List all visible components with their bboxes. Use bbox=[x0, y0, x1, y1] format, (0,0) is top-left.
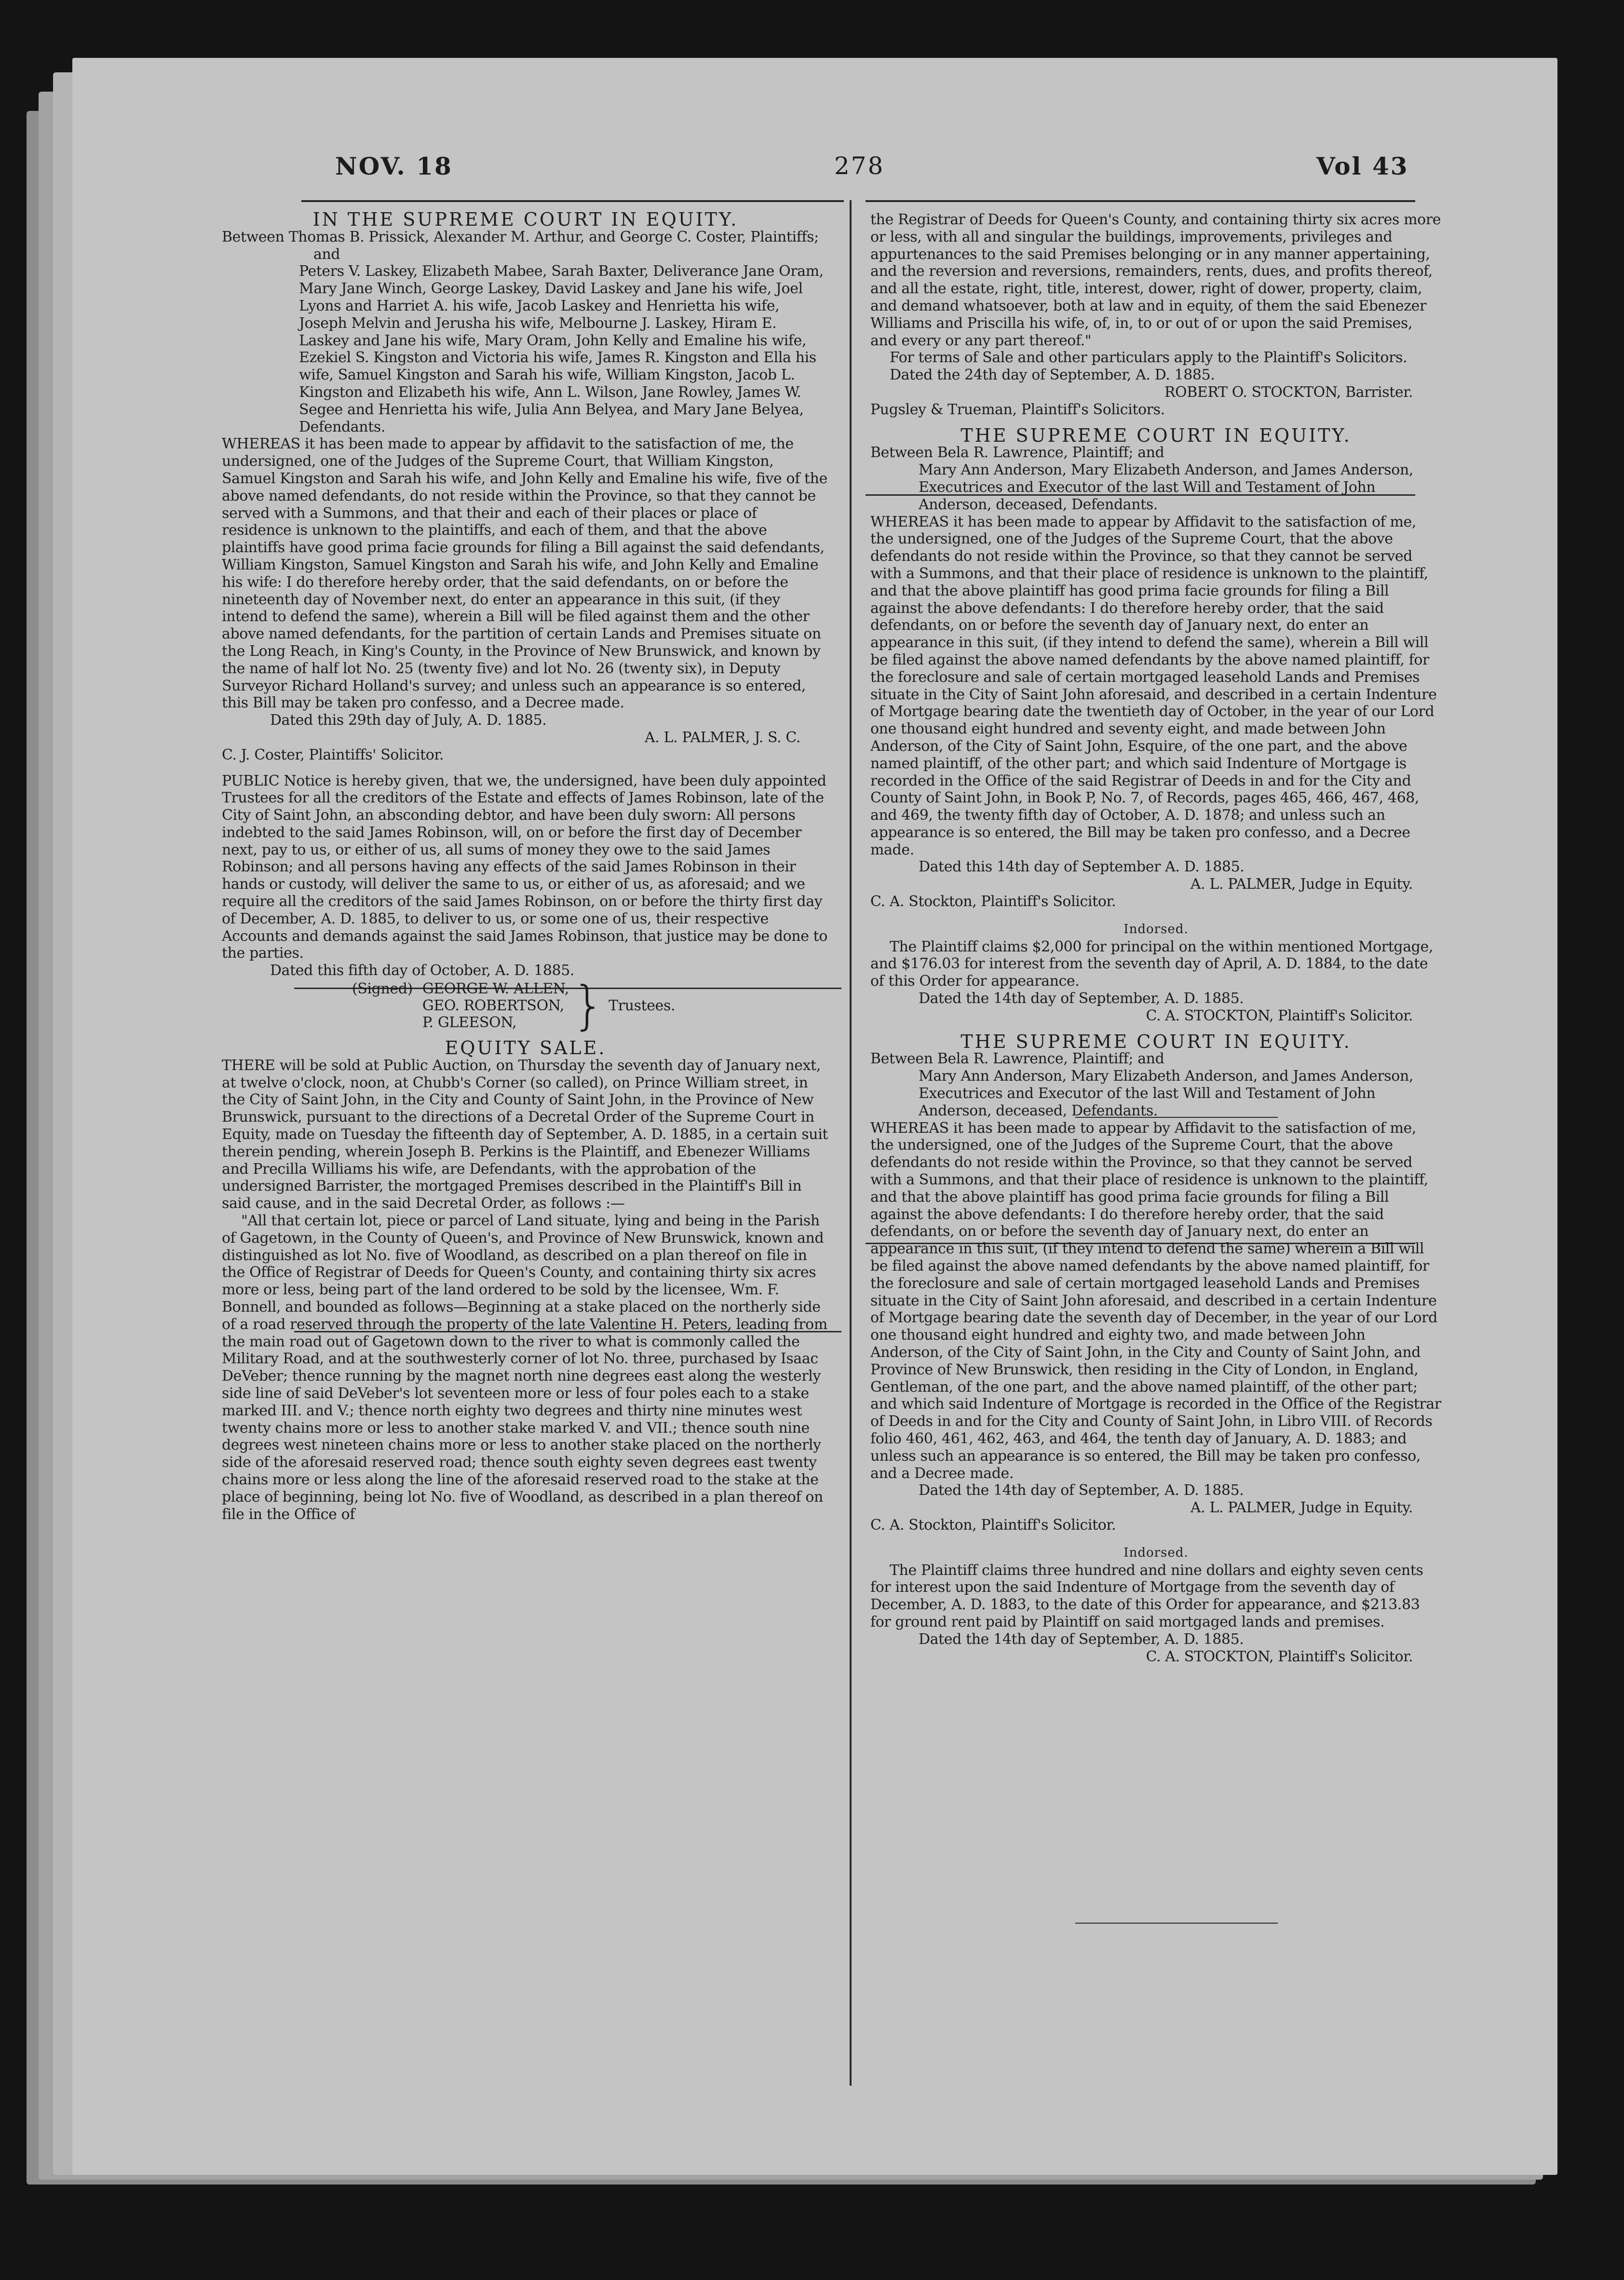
indorsed-body: The Plaintiff claims three hundred and nine dollars and eighty seven cents for interest upon the said Indenture of Mortgage from the seventh day of December, A. D. 1883, to the date of this Order for appearance, and $213.83 for ground rent paid by Plaintiff on said mortgaged lands and premises. bbox=[870, 1561, 1423, 1630]
notice-defendants: Peters V. Laskey, Elizabeth Mabee, Sarah Baxter, Deliverance Jane Oram, Mary Jane Winch, George Laskey, David Laskey and Jane his wife, Joel Lyons and Harriet A. his wife, Jacob Laskey and Henrietta his wife, Joseph Melvin and Jerusha his wife, Melbourne J. Laskey, Hiram E. Laskey and Jane his wife, Mary Oram, John Kelly and Emaline his wife, Ezekiel S. Kingston and Victoria his wife, James R. Kingston and Ella his wife, Samuel Kingston and Sarah his wife, William Kingston, Jacob L. Kingston and Elizabeth his wife, Ann L. Wilson, Jane Rowley, James W. Segee and Henrietta his wife, Julia Ann Belyea, and Mary Jane Belyea, Defendants. bbox=[299, 263, 824, 435]
property-description: "All that certain lot, piece or parcel of Land situate, lying and being in the Parish of Gagetown, in the County of Queen's, and Province of New Brunswick, known and distinguished as lot No. five of Woodland, as described on a plan thereof on file in the Office of Registrar of Deeds for Queen's County, and containing thirty six acres more or less, being part of the land ordered to be sold by the licensee, Wm. F. Bonnell, and bounded as follows—Beginning at a stake placed on the northerly side of a road reserved through the property of the late Valentine H. Peters, leading from the main road out of Gagetown down to the river to what is commonly called the Military Road, and at the southwesterly corner of lot No. three, purchased by Isaac DeVeber; thence running by the magnet north nine degrees east along the westerly side line of said DeVeber's lot seventeen more or less of four poles each to a stake marked III. and V.; thence north eighty two degrees and thirty nine minutes west twenty chains more or less to another stake marked V. and VII.; thence south nine degrees west nineteen chains more or less to another stake placed on the northerly side of the aforesaid reserved road; thence south eighty seven degrees east twenty chains more or less along the line of the aforesaid reserved road to the stake at the place of beginning, being lot No. five of Woodland, as described in a plan thereof on file in the Office of bbox=[222, 1212, 827, 1523]
notice-dated: Dated the 14th day of September, A. D. 1885. bbox=[919, 1482, 1244, 1499]
trustee-names bbox=[422, 980, 569, 1031]
notice-plaintiff: Between Bela R. Lawrence, Plaintiff; and bbox=[870, 1050, 1164, 1068]
notice-defendants: Mary Ann Anderson, Mary Elizabeth Anderson, and James Anderson, Executrices and Executor of the last Will and Testament of John Anderson, deceased, Defendants. bbox=[919, 1068, 1414, 1119]
signed-label: (Signed) bbox=[352, 980, 413, 998]
notice-plaintiffs: Between Thomas B. Prissick, Alexander M. Arthur, and George C. Coster, Plaintiffs; and bbox=[222, 228, 819, 263]
notice-body: PUBLIC Notice is hereby given, that we, the undersigned, have been duly appointed Trustees for all the creditors of the Estate and effects of James Robinson, late of the City of Saint John, an absconding debtor, and have been duly sworn: All persons indebted to the said James Robinson, will, on or before the first day of December next, pay to us, or either of us, all sums of money they owe to the said James Robinson; and all persons having any effects of the said James Robinson in their hands or custody, will deliver the same to us, or either of us, as aforesaid; and we require all the creditors of the said James Robinson, on or before the thirty first day of December, A. D. 1885, to deliver to us, or some one of us, their respective Accounts and demands against the said James Robinson, that justice may be done to the parties. bbox=[222, 772, 828, 962]
notice-equity-sale bbox=[222, 1037, 829, 1523]
sale-terms: For terms of Sale and other particulars apply to the Plaintiff's Solicitors. bbox=[890, 349, 1407, 366]
top-rule-right bbox=[866, 200, 1415, 202]
notice-lawrence-2 bbox=[870, 1033, 1442, 1666]
notice-plaintiff: Between Bela R. Lawrence, Plaintiff; and bbox=[870, 444, 1164, 461]
notice-signature: A. L. PALMER, Judge in Equity. bbox=[1190, 876, 1413, 893]
notice-title: IN THE SUPREME COURT IN EQUITY. bbox=[312, 211, 739, 230]
property-description-cont: the Registrar of Deeds for Queen's County, and containing thirty six acres more or less, with all and singular the buildings, improvements, privileges and appurtenances to the said Premises belonging or in any manner appertaining, and the reversion and reversions, remainders, rents, dues, and profits thereof, and all the estate, right, title, interest, dower, right of dower, property, claim, and demand whatsoever, both at law and in equity, of them the said Ebenezer Williams and Priscilla his wife, of, in, to or out of or upon the said Premises, and every or any part thereof." bbox=[870, 211, 1441, 349]
notice-body: WHEREAS it has been made to appear by Affidavit to the satisfaction of me, the undersigned, one of the Judges of the Supreme Court, that the above defendants do not reside within the Province, so that they cannot be served with a Summons, and that their place of residence is unknown to the plaintiff, and that the above plaintiff has good prima facie grounds for filing a Bill against the above defendants: I do therefore hereby order, that the said defendants, on or before the seventh day of January next, do enter an appearance in this suit, (if they intend to defend the same), wherein a Bill will be filed against the above named defendants by the above named plaintiff, for the foreclosure and sale of certain mortgaged leasehold Lands and Premises situate in the City of Saint John aforesaid, and described in a certain Indenture of Mortgage bearing date the twentieth day of October, in the year of our Lord one thousand eight hundred and seventy eight, and made between John Anderson, of the City of Saint John, Esquire, of the one part, and the above named plaintiff, of the other part; and which said Indenture of Mortgage is recorded in the Office of the said Registrar of Deeds in and for the City and County of Saint John, in Book P, No. 7, of Records, pages 465, 466, 467, 468, and 469, the twenty fifth day of October, A. D. 1878; and unless such an appearance is so entered, the Bill may be taken pro confesso, and a Decree made. bbox=[870, 513, 1437, 858]
right-column bbox=[870, 211, 1442, 2082]
notice-signature: A. L. PALMER, J. S. C. bbox=[645, 729, 800, 746]
trustees-label: Trustees. bbox=[609, 997, 676, 1014]
trustees-block bbox=[222, 975, 829, 1036]
notice-body: WHEREAS it has been made to appear by Affidavit to the satisfaction of me, the undersigned, one of the Judges of the Supreme Court, that the above defendants do not reside within the Province, so that they cannot be served with a Summons, and that their place of residence is unknown to the plaintiff, and that the above plaintiff has good prima facie grounds for filing a Bill against the above defendants: I do therefore hereby order, that the said defendants, on or before the seventh day of January next, do enter an appearance in this suit, (if they intend to defend the same) wherein a Bill will be filed against the above named defendants by the above named plaintiff, for the foreclosure and sale of certain mortgaged leasehold Lands and Premises situate in the City of Saint John aforesaid, and described in a certain Indenture of Mortgage bearing date the seventh day of December, in the year of our Lord one thousand eight hundred and eighty two, and made between John Anderson, of the City of Saint John, in the City and County of Saint John, and Province of New Brunswick, then residing in the City of London, in England, Gentleman, of the one part, and the above named plaintiff, of the other part; and which said Indenture of Mortgage is recorded in the Office of the Registrar of Deeds in and for the City and County of Saint John, in Libro VIII. of Records folio 460, 461, 462, 463, and 464, the tenth day of January, A. D. 1883; and unless such an appearance is so entered, the Bill may be taken pro confesso, and a Decree made. bbox=[870, 1119, 1441, 1482]
indorsed-label: Indorsed. bbox=[1123, 922, 1189, 936]
notice-signature: ROBERT O. STOCKTON, Barrister. bbox=[1164, 383, 1413, 401]
trustee-name: GEORGE W. ALLEN, bbox=[422, 980, 569, 998]
notice-defendants: Mary Ann Anderson, Mary Elizabeth Anderson, and James Anderson, Executrices and Executor of the last Will and Testament of John Anderson, deceased, Defendants. bbox=[919, 461, 1414, 513]
notice-dated: Dated the 24th day of September, A. D. 1885. bbox=[890, 366, 1215, 384]
notice-body: WHEREAS it has been made to appear by affidavit to the satisfaction of me, the undersigned, one of the Judges of the Supreme Court, that William Kingston, Samuel Kingston and Sarah his wife, and John Kelly and Emaline his wife, five of the above named defendants, do not reside within the Province, so that they cannot be served with a Summons, and that their and each of their places or place of residence is unknown to the plaintiffs, and each of them, and that the above plaintiffs have good prima facie grounds for filing a Bill against the said defendants, William Kingston, Samuel Kingston and Sarah his wife, and John Kelly and Emaline his wife: I do therefore hereby order, that the said defendants, on or before the nineteenth day of November next, do enter an appearance in this suit, (if they intend to defend the same), wherein a Bill will be filed against them and the other above named defendants, for the partition of certain Lands and Premises situate on the Long Reach, in King's County, in the Province of New Brunswick, and known by the name of half lot No. 25 (twenty five) and lot No. 26 (twenty six), in Deputy Surveyor Richard Holland's survey; and unless such an appearance is so entered, this Bill may be taken pro confesso, and a Decree made. bbox=[222, 435, 827, 712]
brace-icon: } bbox=[571, 975, 605, 1036]
notice-signature: A. L. PALMER, Judge in Equity. bbox=[1190, 1499, 1413, 1517]
trustee-name: P. GLEESON, bbox=[422, 1014, 517, 1031]
notice-dated: Dated this 14th day of September A. D. 1885. bbox=[919, 858, 1245, 876]
notice-title: THE SUPREME COURT IN EQUITY. bbox=[961, 424, 1352, 446]
notice-solicitor: C. J. Coster, Plaintiffs' Solicitor. bbox=[222, 746, 444, 763]
notice-robinson bbox=[222, 772, 829, 1036]
column-divider bbox=[850, 200, 852, 2086]
indorsed-label: Indorsed. bbox=[1123, 1545, 1189, 1560]
notice-title: EQUITY SALE. bbox=[445, 1037, 607, 1059]
notice-dated: Dated this 29th day of July, A. D. 1885. bbox=[270, 712, 547, 729]
volume-number: Vol 43 bbox=[1316, 152, 1409, 180]
notice-lawrence-1 bbox=[870, 424, 1442, 1025]
indorsed-signature: C. A. STOCKTON, Plaintiff's Solicitor. bbox=[1146, 1648, 1413, 1665]
indorsed-body: The Plaintiff claims $2,000 for principal on the within mentioned Mortgage, and $176.03 for interest from the seventh day of April, A. D. 1884, to the date of this Order for appearance. bbox=[870, 938, 1433, 990]
page-number: 278 bbox=[834, 152, 885, 180]
notice-prissick bbox=[222, 211, 829, 764]
left-column bbox=[222, 211, 829, 2082]
notice-solicitor: C. A. Stockton, Plaintiff's Solicitor. bbox=[870, 1516, 1116, 1534]
notice-title: THE SUPREME COURT IN EQUITY. bbox=[961, 1031, 1352, 1052]
notice-body: THERE will be sold at Public Auction, on Thursday the seventh day of January next, at twelve o'clock, noon, at Chubb's Corner (so called), on Prince William street, in the City of Saint John, in the City and County of Saint John, in the Province of New Brunswick, pursuant to the directions of a Decretal Order of the Supreme Court in Equity, made on Tuesday the fifteenth day of September, A. D. 1885, in a certain suit therein pending, wherein Joseph B. Perkins is the Plaintiff, and Ebenezer Williams and Precilla Williams his wife, are Defendants, with the approbation of the undersigned Barrister, the mortgaged Premises described in the Plaintiff's Bill in said cause, and in the said Decretal Order, as follows :— bbox=[222, 1057, 828, 1212]
indorsed-dated: Dated the 14th day of September, A. D. 1885. bbox=[919, 990, 1244, 1007]
notice-equity-sale-continued bbox=[870, 211, 1442, 419]
indorsed-dated: Dated the 14th day of September, A. D. 1885. bbox=[919, 1630, 1244, 1648]
notice-solicitors: Pugsley & Trueman, Plaintiff's Solicitors. bbox=[870, 401, 1165, 418]
notice-solicitor: C. A. Stockton, Plaintiff's Solicitor. bbox=[870, 893, 1116, 910]
notice-dated: Dated this fifth day of October, A. D. 1885. bbox=[270, 962, 575, 979]
trustee-name: GEO. ROBERTSON, bbox=[422, 997, 564, 1015]
indorsed-signature: C. A. STOCKTON, Plaintiff's Solicitor. bbox=[1146, 1007, 1413, 1024]
top-rule-left bbox=[301, 200, 844, 202]
issue-date: NOV. 18 bbox=[335, 152, 453, 180]
